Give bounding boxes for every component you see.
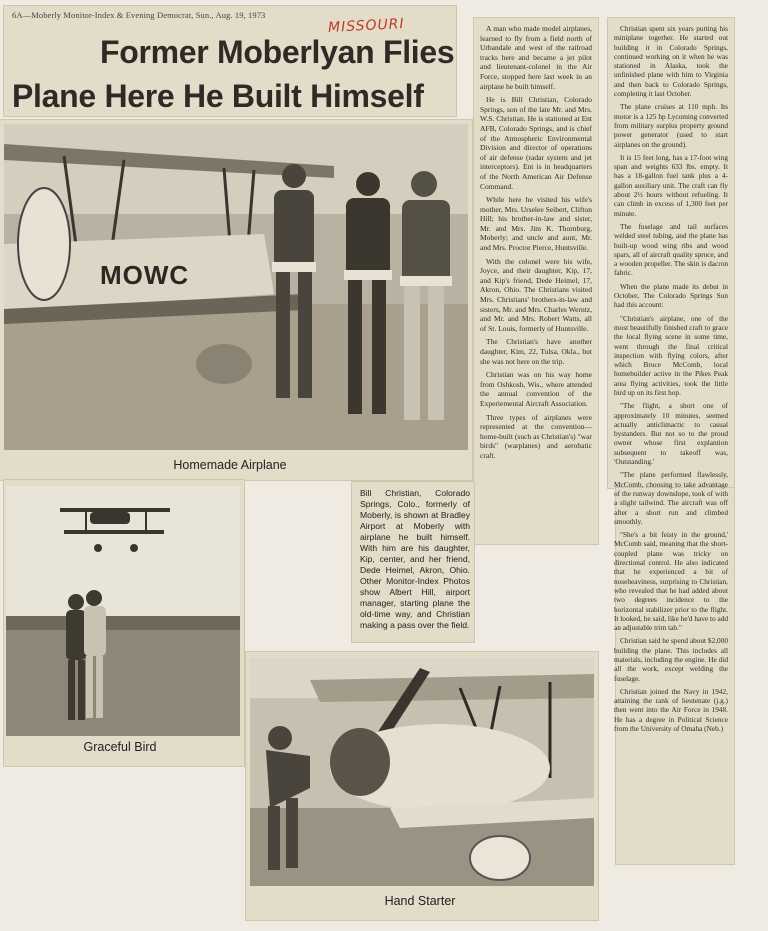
caption-homemade-airplane: Homemade Airplane [173,458,287,472]
caption-hand-starter: Hand Starter [384,894,456,908]
headline-line-2: Plane Here He Built Himself [12,78,424,114]
paragraph: The plane cruises at 110 mph. Its motor is a 125 hp Lycoming converted from military surplus property ground power generator (used to start airplanes on the ground). [614,102,728,149]
article-column-right [614,24,728,737]
paragraph: It is 15 feet long, has a 17-foot wing span and weights 633 lbs. empty. It has a 18-gallon fuel tank plus a 4-gallon auxiliary unit. The craft can fly about 2½ hours without refueling. It can climb in excess of 1,300 feet per minute. [614,152,728,218]
photo-homemade-airplane [4,124,468,450]
paragraph: "Christian's airplane, one of the most beautifully finished craft to grace the local flying scene in some time, went through the final critical inspection with flying colors, after which Bruce McComb, local homebuilder active in the Pikes Peak area flying activities, took the little bird up on its first hop. [614,313,728,397]
paragraph: He is Bill Christian, Colorado Springs, son of the late Mr. and Mrs. W.S. Christian. He is stationed at Ent AFB, Colorado Springs, and is chief of the Atmospheric Environmental Division and director of operations of air defense (radar system and jet interceptors). Ent is in headquarters of the North American Air Defense Command. [480,95,592,191]
paragraph: Christian joined the Navy in 1942, attaining the rank of lieutenate (j.g.) then went into the Air Force in 1948. He has a degree in Political Science from the University of Omaha (Neb.) [614,686,728,734]
paragraph: The fuselage and tail surfaces welded steel tubing, and the plane has built-up wood wing ribs and wood spars, all of aircraft quality spruce, and a wooden propeller. The skin is dacron fabric. [614,221,728,278]
flyover-photo-illustration [6,486,240,736]
paragraph: "The plane performed flawlessly, McComb, choosing to take advantage of the runway downslope, took of with a slight tailwind. The aircraft was off after a short run and climbed smoothly. [614,470,728,526]
caption-graceful-bird: Graceful Bird [83,740,157,754]
paragraph: "The flight, a short one of approximately 10 minutes, seemed actually anticlimactic to casual bystanders. But not so to the proud owner whose first explantion subsequent to takeoff was, 'Outstanding.' [614,401,728,467]
paragraph: The Christian's have another daughter, Kim, 22, Tulsa, Okla., but she was not here on the trip. [480,337,592,366]
article-column-middle [480,24,592,465]
paragraph: Three types of airplanes were represented at the convention—home-built (such as Christian's) "war birds" (warplanes) and aerobatic craft. [480,412,592,460]
paragraph: Christian said he spend about $2,000 building the plane. This includes all materials, including the engine. He did all the work, except welding the fuselage. [614,636,728,683]
paragraph: While here he visited his wife's mother, Mrs. Urselee Seibert, Clifton Hill; his brother-in-law and sister, Mr. and Mrs. Jim K. Thornburg, Moberly; and uncle and aunt, Mr. and Mrs. Proctor Pierce, Huntsville. [480,195,592,253]
paragraph: With the colonel were his wife, Joyce, and their daughter, Kip, 17, and Kip's friend, Dede Heimel, 17, Akron, Ohio. The Christians visited Mrs. Christians' brothers-in-law and sisters, Mr. and Mrs. Charles Werntz, and Mr. and Mrs. Robert Watts, all of St. Louis, formerly of Huntsville. [480,256,592,333]
aircraft-registration: MOWC [100,260,190,290]
biplane-photo-illustration [4,124,468,450]
dateline: 6A—Moberly Monitor-Index & Evening Democrat, Sun., Aug. 19, 1973 [12,10,266,20]
paragraph: "She's a bit feisty in the ground,' McComb said, meaning that the short-coupled plane was tricky on directional control. He also indicated that he experienced a bit of noseheaviness, surprising to Christian, who revealed that he had added about two degrees incidence to the horizontal stabilizer prior to the flight. It looked, he said, like he'd have to add an adjustable trim tab." [614,530,728,633]
handwritten-note: MISSOURI [327,16,405,36]
photo-cutline: Bill Christian, Colorado Springs, Colo., formerly of Moberly, is shown at Bradley Airport at Moberly with airplane he built himself. With him are his daughter, Kip, center, and her friend, Dede Heimel, Akron, Ohio. Other Monitor-Index Photos show Albert Hill, airport manager, starting plane the old-time way, and Christian making a pass over the field. [360,488,470,630]
headline-line-1: Former Moberlyan Flies [100,34,455,70]
paragraph: Christian was on his way home from Oshkosh, Wis., where attended the annual convention of the Experiemental Aircraft Association. [480,370,592,408]
paragraph: A man who made model airplanes, learned to fly from a field north of Urbandale and west of the railroad tracks here and became a jet pilot and lieutenant-colonel in the Air Force, stopped here last week in an airplane he built himself. [480,24,592,91]
paragraph: When the plane made its debut in October, The Colorado Springs Sun had this account: [614,281,728,310]
paragraph: Christian spent six years putting his miniplane together. He started out building it in Colorado Springs, continued working on it when he was stationed in Alaska, took the unfinished plane with him to Virginia and then back to Colorado Springs, completing it last October. [614,24,728,99]
photo-graceful-bird [6,486,240,736]
photo-hand-starter [250,658,594,886]
hand-start-photo-illustration [250,658,594,886]
